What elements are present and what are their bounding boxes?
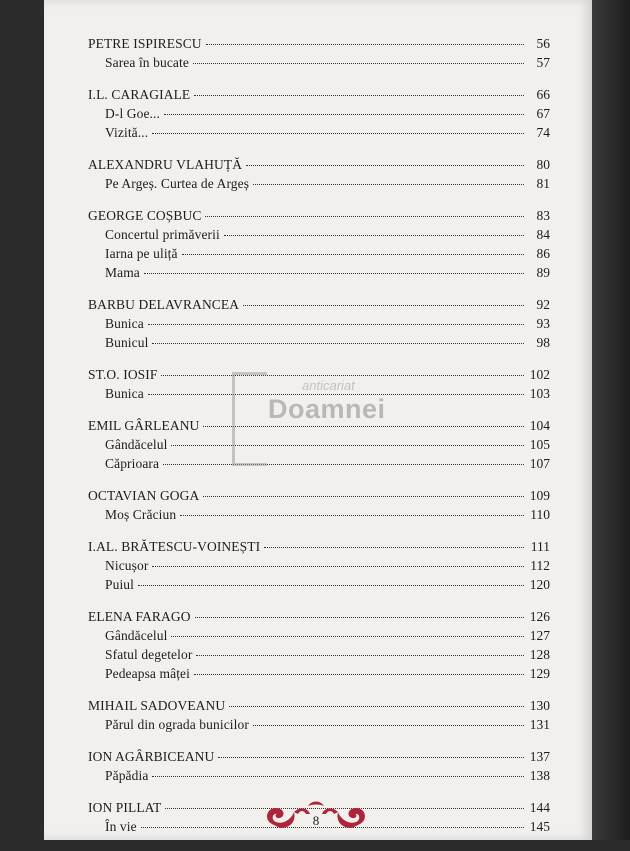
dot-leader [193, 63, 524, 64]
toc-entry-page-number: 57 [536, 55, 550, 70]
toc-author-row [88, 36, 550, 55]
toc-entry-row [88, 55, 550, 74]
toc-entry-page-number: 129 [529, 666, 550, 681]
toc-author-row [88, 698, 550, 717]
toc-entry-page-number: 138 [529, 768, 550, 783]
toc-author-title: I.L. CARAGIALE [88, 87, 191, 102]
watermark-logo [232, 372, 402, 464]
toc-entry-title: Bunicul [105, 335, 149, 350]
toc-entry-page-number: 110 [530, 507, 550, 522]
toc-author-page-number: 104 [529, 418, 550, 433]
toc-author-title: GEORGE COȘBUC [88, 208, 202, 223]
toc-author-page-number: 126 [529, 609, 550, 624]
dot-leader [195, 617, 524, 618]
toc-author-title: ELENA FARAGO [88, 609, 191, 624]
toc-author-group [88, 36, 550, 74]
toc-author-page-number: 83 [536, 208, 550, 223]
toc-entry-page-number: 67 [536, 106, 550, 121]
toc-author-title: EMIL GÂRLEANU [88, 418, 200, 433]
toc-author-title: ST.O. IOSIF [88, 367, 158, 382]
toc-author-group [88, 539, 550, 596]
toc-entry-title: În vie [105, 819, 137, 834]
book-edge [592, 0, 630, 840]
toc-author-row [88, 539, 550, 558]
toc-author-page-number: 92 [536, 297, 550, 312]
toc-entry-title: Mama [105, 265, 140, 280]
dot-leader [206, 44, 524, 45]
toc-entry-row [88, 507, 550, 526]
toc-author-page-number: 66 [536, 87, 550, 102]
toc-author-title: I.AL. BRĂTESCU-VOINEȘTI [88, 539, 261, 554]
dot-leader [182, 254, 524, 255]
toc-entry-title: Bunica [105, 316, 144, 331]
toc-entry-row [88, 717, 550, 736]
dot-leader [152, 343, 524, 344]
dot-leader [152, 566, 524, 567]
toc-entry-title: Căprioara [105, 456, 160, 471]
dot-leader [171, 636, 524, 637]
toc-entry-page-number: 89 [536, 265, 550, 280]
dot-leader [229, 706, 524, 707]
toc-entry-page-number: 131 [529, 717, 550, 732]
toc-entry-row [88, 106, 550, 125]
toc-entry-title: Gândăcelul [105, 437, 168, 452]
dot-leader [246, 165, 524, 166]
toc-entry-row [88, 577, 550, 596]
toc-entry-row [88, 125, 550, 144]
toc-entry-title: Părul din ograda bunicilor [105, 717, 249, 732]
toc-author-page-number: 137 [529, 749, 550, 764]
toc-author-page-number: 80 [536, 157, 550, 172]
toc-author-row [88, 297, 550, 316]
toc-author-page-number: 56 [536, 36, 550, 51]
dot-leader [163, 464, 524, 465]
toc-entry-page-number: 127 [529, 628, 550, 643]
toc-entry-row [88, 227, 550, 246]
toc-author-row [88, 208, 550, 227]
dot-leader [148, 324, 524, 325]
toc-entry-row [88, 316, 550, 335]
toc-author-title: ION PILLAT [88, 800, 162, 815]
toc-author-group [88, 488, 550, 526]
toc-entry-title: D-l Goe... [105, 106, 160, 121]
dot-leader [152, 133, 524, 134]
toc-entry-title: Pedeapsa mâței [105, 666, 190, 681]
toc-entry-row [88, 558, 550, 577]
toc-entry-page-number: 98 [536, 335, 550, 350]
toc-author-group [88, 749, 550, 787]
toc-entry-title: Sarea în bucate [105, 55, 189, 70]
toc-entry-title: Moș Crăciun [105, 507, 177, 522]
toc-entry-page-number: 86 [536, 246, 550, 261]
dot-leader [243, 305, 524, 306]
toc-author-group [88, 87, 550, 144]
toc-entry-title: Pe Argeș. Curtea de Argeș [105, 176, 250, 191]
toc-author-group [88, 297, 550, 354]
toc-author-page-number: 144 [529, 800, 550, 815]
watermark-main-text: Doamnei [268, 394, 386, 424]
toc-entry-title: Gândăcelul [105, 628, 168, 643]
dot-leader [203, 496, 524, 497]
toc-entry-row [88, 335, 550, 354]
dot-leader [224, 235, 524, 236]
dot-leader [194, 674, 524, 675]
toc-author-title: ALEXANDRU VLAHUȚĂ [88, 157, 243, 172]
toc-entry-row [88, 176, 550, 195]
toc-entry-page-number: 103 [529, 386, 550, 401]
toc-entry-row [88, 647, 550, 666]
toc-entry-page-number: 93 [536, 316, 550, 331]
toc-entry-title: Iarna pe uliță [105, 246, 178, 261]
toc-entry-page-number: 105 [529, 437, 550, 452]
toc-entry-page-number: 145 [529, 819, 550, 834]
toc-entry-page-number: 128 [529, 647, 550, 662]
toc-author-title: BARBU DELAVRANCEA [88, 297, 240, 312]
dot-leader [194, 95, 524, 96]
toc-entry-title: Nicușor [105, 558, 149, 573]
toc-entry-title: Păpădia [105, 768, 149, 783]
toc-author-row [88, 749, 550, 768]
toc-entry-title: Bunica [105, 386, 144, 401]
toc-entry-row [88, 628, 550, 647]
toc-author-row [88, 609, 550, 628]
dot-leader [205, 216, 524, 217]
toc-entry-title: Sfatul degetelor [105, 647, 193, 662]
toc-entry-row [88, 246, 550, 265]
page-number: 8 [312, 813, 320, 828]
toc-entry-row [88, 768, 550, 787]
dot-leader [253, 184, 524, 185]
toc-entry-row [88, 666, 550, 685]
toc-entry-page-number: 107 [529, 456, 550, 471]
dot-leader [164, 114, 524, 115]
toc-author-title: MIHAIL SADOVEANU [88, 698, 226, 713]
dot-leader [218, 757, 524, 758]
toc-author-row [88, 157, 550, 176]
dot-leader [152, 776, 524, 777]
toc-author-group [88, 698, 550, 736]
toc-author-row [88, 87, 550, 106]
toc-author-title: OCTAVIAN GOGA [88, 488, 200, 503]
dot-leader [264, 547, 524, 548]
dot-leader [253, 725, 524, 726]
dot-leader [196, 655, 524, 656]
toc-author-group [88, 208, 550, 284]
toc-author-title: ION AGÂRBICEANU [88, 749, 215, 764]
toc-author-row [88, 488, 550, 507]
toc-author-title: PETRE ISPIRESCU [88, 36, 202, 51]
toc-entry-page-number: 120 [529, 577, 550, 592]
toc-author-group [88, 157, 550, 195]
toc-entry-page-number: 112 [530, 558, 550, 573]
toc-entry-row [88, 265, 550, 284]
toc-entry-title: Puiul [105, 577, 135, 592]
watermark-frame [232, 372, 267, 466]
toc-entry-page-number: 74 [536, 125, 550, 140]
toc-entry-title: Concertul primăverii [105, 227, 220, 242]
toc-author-page-number: 130 [529, 698, 550, 713]
toc-entry-title: Vizită... [105, 125, 149, 140]
dot-leader [138, 585, 524, 586]
toc-entry-page-number: 81 [536, 176, 550, 191]
watermark-small-text: anticariat [302, 378, 355, 393]
dot-leader [180, 515, 524, 516]
dot-leader [144, 273, 524, 274]
toc-author-group [88, 609, 550, 685]
toc-author-page-number: 109 [529, 488, 550, 503]
toc-author-page-number: 102 [529, 367, 550, 382]
toc-author-page-number: 111 [530, 539, 550, 554]
toc-entry-page-number: 84 [536, 227, 550, 242]
